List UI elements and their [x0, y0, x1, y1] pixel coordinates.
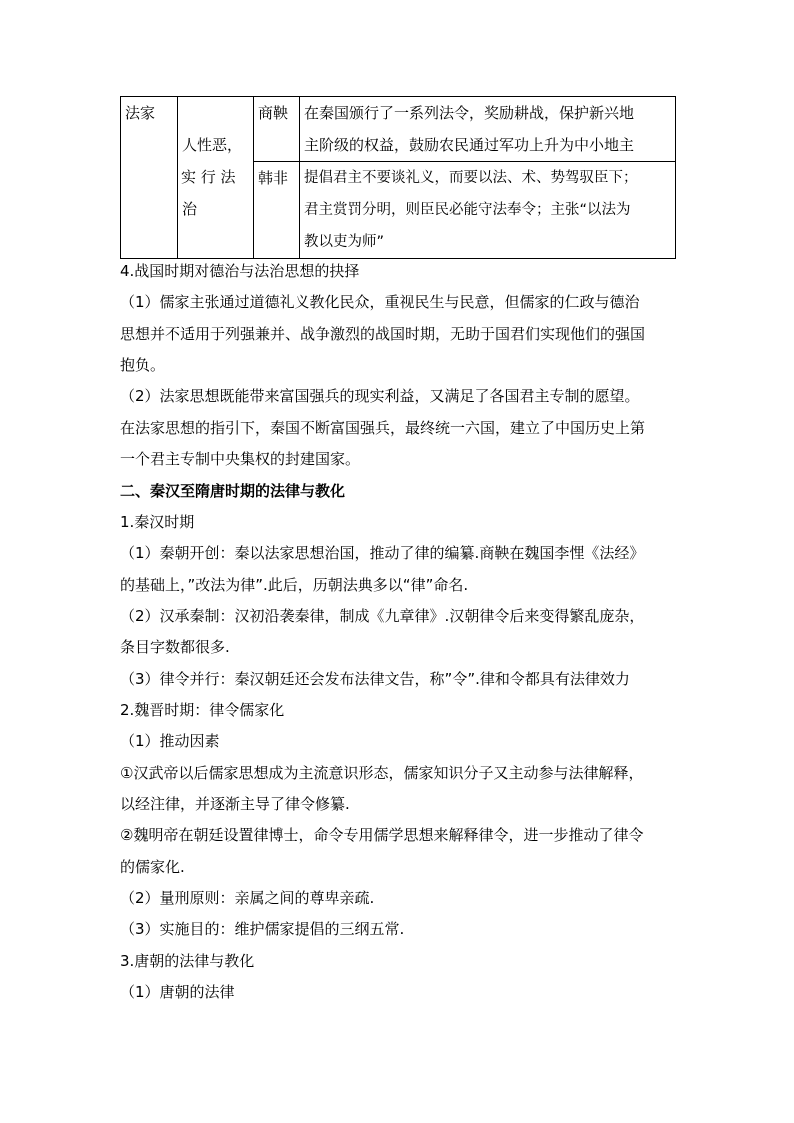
school-cell: [121, 97, 178, 259]
paragraph-line: 的基础上，”改法为律”.此后，历朝法典多以“律”命名.: [120, 576, 469, 594]
content-cell: [300, 97, 676, 162]
paragraph-line: 一个君主专制中央集权的封建国家。: [120, 450, 361, 468]
paragraph-line: （3）实施目的：维护儒家提倡的三纲五常.: [120, 920, 405, 938]
section-heading: 2.魏晋时期：律令儒家化: [120, 701, 285, 719]
paragraph-line: （2）量刑原则：亲属之间的尊卑亲疏.: [120, 889, 375, 907]
person-name: 韩非: [258, 169, 289, 187]
content-line: 君主赏罚分明，则臣民必能守法奉令；主张“以法为: [304, 202, 631, 218]
principle-line: 治: [182, 200, 198, 218]
paragraph-line: ②魏明帝在朝廷设置律博士，命令专用儒学思想来解释律令，进一步推动了律令: [120, 826, 644, 844]
paragraph-line: 在法家思想的指引下，秦国不断富国强兵，最终统一六国，建立了中国历史上第: [120, 419, 646, 437]
principle-line: 实 行 法: [181, 168, 236, 186]
paragraph-line: 条目字数都很多.: [120, 638, 230, 656]
person-cell: [254, 97, 300, 162]
content-line: 在秦国颁行了一系列法令，奖励耕战，保护新兴地: [304, 104, 635, 122]
legalist-table: [120, 96, 676, 259]
school-name: 法家: [125, 104, 156, 122]
section-heading: 1.秦汉时期: [120, 513, 195, 531]
paragraph-line: （1）唐朝的法律: [120, 983, 235, 1001]
content-line: 主阶级的权益，鼓励农民通过军功上升为中小地主: [304, 136, 635, 154]
chapter-heading: 二、秦汉至隋唐时期的法律与教化: [120, 482, 346, 500]
principle-cell: [178, 97, 254, 259]
paragraph-line: 抱负。: [120, 356, 166, 374]
paragraph-line: （2）法家思想既能带来富国强兵的现实利益，又满足了各国君主专制的愿望。: [120, 387, 640, 405]
paragraph-line: （2）汉承秦制：汉初沿袭秦律，制成《九章律》.汉朝律令后来变得繁乱庞杂，: [120, 607, 645, 625]
content-cell: [300, 162, 676, 259]
paragraph-line: 以经注律，并逐渐主导了律令修纂.: [120, 795, 350, 813]
person-name: 商鞅: [258, 104, 289, 122]
paragraph-line: （3）律令并行：秦汉朝廷还会发布法律文告，称”令”.律和令都具有法律效力: [120, 670, 630, 688]
paragraph-line: （1）推动因素: [120, 732, 220, 750]
section-heading: 3.唐朝的法律与教化: [120, 952, 255, 970]
content-line: 教以吏为师”: [304, 234, 385, 250]
person-cell: [254, 162, 300, 259]
paragraph-line: （1）秦朝开创：秦以法家思想治国，推动了律的编纂.商鞅在魏国李悝《法经》: [120, 544, 645, 562]
section-heading: 4.战国时期对德治与法治思想的抉择: [120, 262, 360, 280]
paragraph-line: （1）儒家主张通过道德礼义教化民众，重视民生与民意，但儒家的仁政与德治: [120, 293, 640, 311]
content-line: 提倡君主不要谈礼义，而要以法、术、势驾驭臣下；: [304, 170, 638, 186]
paragraph-line: 思想并不适用于列强兼并、战争激烈的战国时期，无助于国君们实现他们的强国: [120, 325, 646, 343]
paragraph-line: ①汉武帝以后儒家思想成为主流意识形态，儒家知识分子又主动参与法律解释，: [120, 764, 644, 782]
table-row: [121, 97, 676, 162]
paragraph-line: 的儒家化.: [120, 858, 185, 876]
principle-line: 人性恶，: [182, 136, 243, 154]
